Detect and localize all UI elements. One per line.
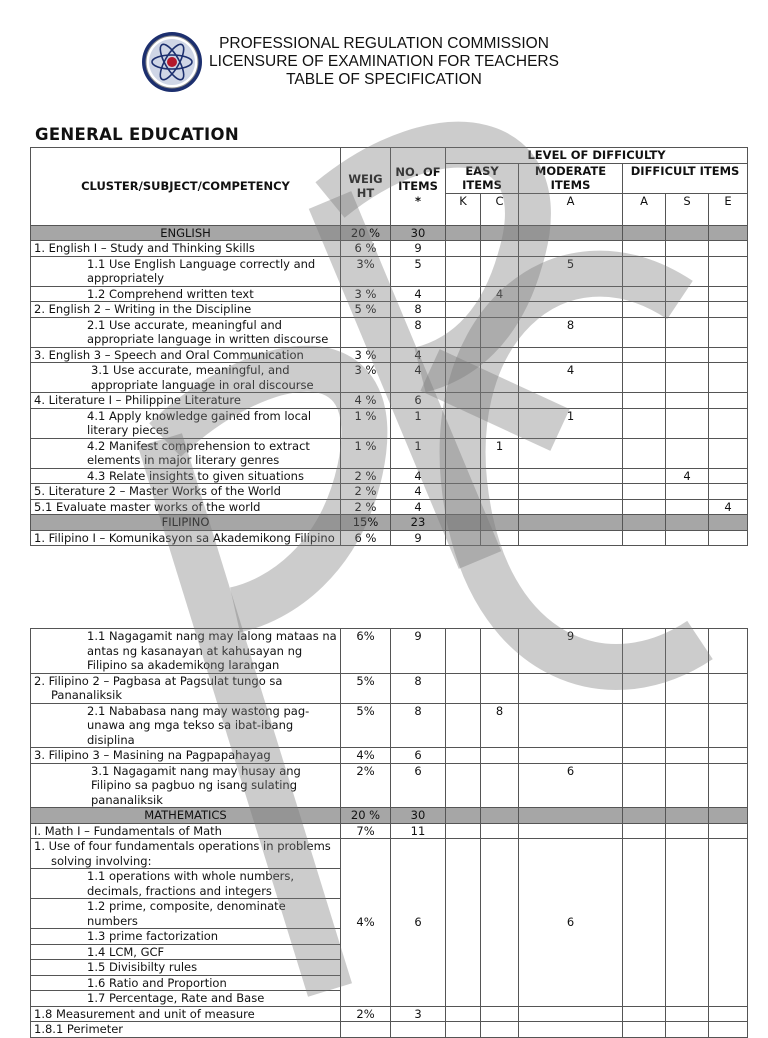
level-a2-cell	[623, 317, 666, 347]
competency-cell: 1. Filipino I – Komunikasyon sa Akademikong Filipino	[31, 530, 341, 546]
table-row	[31, 256, 748, 286]
competency-cell: 5. Literature 2 – Master Works of the World	[31, 484, 341, 500]
level-a2-cell	[623, 438, 666, 468]
level-a1-cell	[519, 347, 623, 363]
level-a1-cell	[519, 703, 623, 748]
competency-cell: 3.1 Use accurate, meaningful, and appropriate language in oral discourse	[31, 363, 341, 393]
level-c-cell	[481, 839, 519, 1007]
level-a1-cell	[519, 225, 623, 241]
items-cell: 4	[391, 499, 446, 515]
level-k-cell	[446, 393, 481, 409]
level-k-cell	[446, 484, 481, 500]
header-line-3: TABLE OF SPECIFICATION	[286, 71, 482, 88]
table-row	[31, 302, 748, 318]
table-row	[31, 317, 748, 347]
weight-cell: 1 %	[341, 438, 391, 468]
weight-cell: 1 %	[341, 408, 391, 438]
competency-cell: 2. English 2 – Writing in the Discipline	[31, 302, 341, 318]
level-k-cell	[446, 515, 481, 531]
level-c-cell	[481, 468, 519, 484]
table-row	[31, 629, 748, 674]
level-s-cell	[666, 225, 709, 241]
level-a2-cell	[623, 302, 666, 318]
competency-cell: 4. Literature I – Philippine Literature	[31, 393, 341, 409]
table-row	[31, 393, 748, 409]
competency-cell: 1.7 Percentage, Rate and Base	[31, 991, 341, 1007]
weight-cell: 6 %	[341, 241, 391, 257]
level-c-cell	[481, 530, 519, 546]
level-e-cell	[709, 363, 748, 393]
level-k-cell	[446, 673, 481, 703]
level-s-cell	[666, 438, 709, 468]
level-a2-cell	[623, 808, 666, 824]
level-s-cell	[666, 347, 709, 363]
level-e-cell	[709, 839, 748, 1007]
level-k-cell	[446, 363, 481, 393]
competency-cell: 2.1 Nababasa nang may wastong pag-unawa ang mga tekso sa ibat-ibang disiplina	[31, 703, 341, 748]
level-e-cell	[709, 256, 748, 286]
level-k-cell	[446, 317, 481, 347]
level-c-cell	[481, 408, 519, 438]
level-c-cell	[481, 256, 519, 286]
level-a2-cell	[623, 515, 666, 531]
competency-cell: 1.8 Measurement and unit of measure	[31, 1006, 341, 1022]
level-k-cell	[446, 468, 481, 484]
level-a1-cell	[519, 673, 623, 703]
level-s-cell: 4	[666, 468, 709, 484]
level-c-cell	[481, 484, 519, 500]
level-s-cell	[666, 808, 709, 824]
table-row	[31, 673, 748, 703]
weight-cell: 4%	[341, 748, 391, 764]
section-row	[31, 225, 748, 241]
level-a2-cell	[623, 1006, 666, 1022]
level-a1-cell: 8	[519, 317, 623, 347]
competency-cell: 1.6 Ratio and Proportion	[31, 975, 341, 991]
level-s-cell	[666, 629, 709, 674]
level-a2-cell	[623, 286, 666, 302]
prc-seal-logo	[141, 31, 203, 93]
items-cell: 9	[391, 241, 446, 257]
level-c-cell	[481, 347, 519, 363]
level-s-cell	[666, 317, 709, 347]
level-c-cell	[481, 225, 519, 241]
level-a2-cell	[623, 703, 666, 748]
level-k-cell	[446, 499, 481, 515]
competency-cell: 2.1 Use accurate, meaningful and appropriate language in written discourse	[31, 317, 341, 347]
level-e-cell	[709, 703, 748, 748]
level-e-cell	[709, 1006, 748, 1022]
level-e-cell	[709, 438, 748, 468]
competency-cell: 1.1 operations with whole numbers, decimals, fractions and integers	[31, 869, 341, 899]
weight-cell: 3 %	[341, 363, 391, 393]
items-cell: 9	[391, 530, 446, 546]
level-k-cell	[446, 438, 481, 468]
items-cell: 4	[391, 468, 446, 484]
competency-cell: 3. English 3 – Speech and Oral Communication	[31, 347, 341, 363]
items-cell: 4	[391, 363, 446, 393]
header-line-2: LICENSURE OF EXAMINATION FOR TEACHERS	[209, 53, 559, 70]
competency-cell: 1.4 LCM, GCF	[31, 944, 341, 960]
level-s-cell	[666, 393, 709, 409]
level-e-cell	[709, 286, 748, 302]
level-c-cell	[481, 673, 519, 703]
competency-cell: 2. Filipino 2 – Pagbasa at Pagsulat tungo sa Pananaliksik	[31, 673, 341, 703]
col-header-difficult: DIFFICULT ITEMS	[623, 163, 748, 193]
table-row	[31, 484, 748, 500]
level-e-cell	[709, 484, 748, 500]
weight-cell: 3 %	[341, 286, 391, 302]
level-a1-cell	[519, 438, 623, 468]
level-c-cell: 4	[481, 286, 519, 302]
weight-cell: 6%	[341, 629, 391, 674]
level-a1-cell: 6	[519, 839, 623, 1007]
weight-cell: 5%	[341, 703, 391, 748]
items-cell: 11	[391, 823, 446, 839]
items-cell: 30	[391, 808, 446, 824]
level-s-cell	[666, 703, 709, 748]
level-c-cell	[481, 393, 519, 409]
level-a1-cell	[519, 241, 623, 257]
level-a1-cell	[519, 530, 623, 546]
level-a2-cell	[623, 499, 666, 515]
level-c-cell	[481, 515, 519, 531]
level-a1-cell	[519, 499, 623, 515]
level-e-cell	[709, 317, 748, 347]
competency-cell: 3. Filipino 3 – Masining na Pagpapahayag	[31, 748, 341, 764]
level-s-cell	[666, 241, 709, 257]
items-cell: 1	[391, 408, 446, 438]
items-cell: 30	[391, 225, 446, 241]
level-a2-cell	[623, 629, 666, 674]
level-k-cell	[446, 256, 481, 286]
table-row	[31, 347, 748, 363]
weight-cell: 2 %	[341, 468, 391, 484]
items-cell: 8	[391, 703, 446, 748]
table-row	[31, 703, 748, 748]
level-k-cell	[446, 629, 481, 674]
weight-cell: 5 %	[341, 302, 391, 318]
weight-cell: 7%	[341, 823, 391, 839]
level-s-cell	[666, 363, 709, 393]
level-a2-cell	[623, 673, 666, 703]
section-label: FILIPINO	[31, 515, 341, 531]
level-s-cell	[666, 256, 709, 286]
level-c-cell	[481, 808, 519, 824]
tos-table-part-2	[30, 628, 748, 1038]
level-a1-cell	[519, 468, 623, 484]
level-e-cell	[709, 515, 748, 531]
level-e-cell	[709, 530, 748, 546]
header-line-1: PROFESSIONAL REGULATION COMMISSION	[219, 35, 549, 52]
section-row	[31, 808, 748, 824]
level-k-cell	[446, 839, 481, 1007]
level-e-cell	[709, 673, 748, 703]
level-a1-cell	[519, 515, 623, 531]
table-row	[31, 438, 748, 468]
weight-cell: 3%	[341, 256, 391, 286]
competency-cell: 1.1 Use English Language correctly and appropriately	[31, 256, 341, 286]
items-cell: 4	[391, 484, 446, 500]
col-header-s: S	[666, 193, 709, 225]
level-e-cell	[709, 241, 748, 257]
competency-cell: 4.3 Relate insights to given situations	[31, 468, 341, 484]
level-c-cell	[481, 763, 519, 808]
level-s-cell	[666, 823, 709, 839]
level-s-cell	[666, 839, 709, 1007]
weight-cell: 6 %	[341, 530, 391, 546]
col-header-easy: EASY ITEMS	[446, 163, 519, 193]
items-cell: 6	[391, 763, 446, 808]
level-k-cell	[446, 823, 481, 839]
level-e-cell	[709, 763, 748, 808]
level-e-cell	[709, 748, 748, 764]
col-header-cluster: CLUSTER/SUBJECT/COMPETENCY	[31, 148, 341, 226]
level-e-cell	[709, 823, 748, 839]
competency-cell: 1. Use of four fundamentals operations in problems solving involving:	[31, 839, 341, 869]
level-a1-cell	[519, 393, 623, 409]
level-a2-cell	[623, 748, 666, 764]
section-label: MATHEMATICS	[31, 808, 341, 824]
items-cell: 8	[391, 317, 446, 347]
col-header-items: NO. OF ITEMS *	[391, 148, 446, 226]
col-header-weight: WEIG HT	[341, 148, 391, 226]
table-row	[31, 823, 748, 839]
competency-cell: 1.3 prime factorization	[31, 929, 341, 945]
level-a1-cell	[519, 302, 623, 318]
level-c-cell: 1	[481, 438, 519, 468]
level-c-cell	[481, 241, 519, 257]
level-a1-cell	[519, 808, 623, 824]
level-s-cell	[666, 499, 709, 515]
level-k-cell	[446, 302, 481, 318]
level-e-cell: 4	[709, 499, 748, 515]
level-c-cell	[481, 823, 519, 839]
section-label: ENGLISH	[31, 225, 341, 241]
level-c-cell	[481, 748, 519, 764]
weight-cell: 5%	[341, 673, 391, 703]
level-k-cell	[446, 241, 481, 257]
weight-cell: 20 %	[341, 225, 391, 241]
level-s-cell	[666, 763, 709, 808]
table-row	[31, 468, 748, 484]
level-s-cell	[666, 484, 709, 500]
weight-cell: 15%	[341, 515, 391, 531]
level-a2-cell	[623, 763, 666, 808]
table-row	[31, 499, 748, 515]
table-row	[31, 241, 748, 257]
level-e-cell	[709, 408, 748, 438]
level-s-cell	[666, 302, 709, 318]
level-e-cell	[709, 393, 748, 409]
level-s-cell	[666, 286, 709, 302]
section-row	[31, 515, 748, 531]
col-header-a-moderate: A	[519, 193, 623, 225]
competency-cell: 4.1 Apply knowledge gained from local literary pieces	[31, 408, 341, 438]
level-e-cell	[709, 347, 748, 363]
level-a2-cell	[623, 839, 666, 1007]
level-e-cell	[709, 468, 748, 484]
level-c-cell	[481, 1006, 519, 1022]
level-c-cell	[481, 499, 519, 515]
weight-cell: 2 %	[341, 484, 391, 500]
items-cell: 4	[391, 347, 446, 363]
items-cell: 23	[391, 515, 446, 531]
items-cell: 3	[391, 1006, 446, 1022]
col-header-e: E	[709, 193, 748, 225]
table-row	[31, 1006, 748, 1022]
tos-table-part-1	[30, 147, 748, 546]
level-a2-cell	[623, 241, 666, 257]
level-s-cell	[666, 530, 709, 546]
col-header-k: K	[446, 193, 481, 225]
competency-cell: 1.1 Nagagamit nang may lalong mataas na antas ng kasanayan at kahusayan ng Filipino sa akademikong larangan	[31, 629, 341, 674]
level-a1-cell: 4	[519, 363, 623, 393]
level-k-cell	[446, 763, 481, 808]
level-a1-cell	[519, 484, 623, 500]
level-c-cell	[481, 317, 519, 347]
level-a1-cell	[519, 1006, 623, 1022]
competency-cell: 5.1 Evaluate master works of the world	[31, 499, 341, 515]
weight-cell: 2%	[341, 763, 391, 808]
items-cell: 8	[391, 673, 446, 703]
items-cell: 5	[391, 256, 446, 286]
table-row	[31, 748, 748, 764]
col-header-a-difficult: A	[623, 193, 666, 225]
level-k-cell	[446, 1006, 481, 1022]
items-cell: 4	[391, 286, 446, 302]
level-a2-cell	[623, 393, 666, 409]
level-k-cell	[446, 748, 481, 764]
col-header-c: C	[481, 193, 519, 225]
competency-cell: 1.8.1 Perimeter	[31, 1022, 341, 1038]
table-row	[31, 763, 748, 808]
level-k-cell	[446, 808, 481, 824]
weight-cell: 2%	[341, 1006, 391, 1022]
level-s-cell	[666, 748, 709, 764]
table-row	[31, 286, 748, 302]
competency-cell: 3.1 Nagagamit nang may husay ang Filipino sa pagbuo ng isang sulating pananaliksik	[31, 763, 341, 808]
level-k-cell	[446, 225, 481, 241]
level-e-cell	[709, 225, 748, 241]
items-cell: 6	[391, 393, 446, 409]
level-a1-cell	[519, 286, 623, 302]
level-a1-cell	[519, 823, 623, 839]
col-header-difficulty: LEVEL OF DIFFICULTY	[446, 148, 748, 164]
level-a2-cell	[623, 408, 666, 438]
table-row	[31, 408, 748, 438]
table-row	[31, 363, 748, 393]
competency-cell: 1. English I – Study and Thinking Skills	[31, 241, 341, 257]
table-row	[31, 839, 748, 869]
level-a2-cell	[623, 484, 666, 500]
level-k-cell	[446, 347, 481, 363]
level-e-cell	[709, 629, 748, 674]
competency-cell: I. Math I – Fundamentals of Math	[31, 823, 341, 839]
level-a1-cell: 6	[519, 763, 623, 808]
level-a1-cell: 1	[519, 408, 623, 438]
level-s-cell	[666, 408, 709, 438]
level-a2-cell	[623, 256, 666, 286]
level-s-cell	[666, 515, 709, 531]
table-row	[31, 530, 748, 546]
competency-cell: 1.2 prime, composite, denominate numbers	[31, 899, 341, 929]
level-c-cell: 8	[481, 703, 519, 748]
level-k-cell	[446, 408, 481, 438]
level-k-cell	[446, 530, 481, 546]
level-c-cell	[481, 363, 519, 393]
items-cell: 1	[391, 438, 446, 468]
level-c-cell	[481, 302, 519, 318]
level-a1-cell: 9	[519, 629, 623, 674]
weight-cell: 20 %	[341, 808, 391, 824]
weight-cell: 4%	[341, 839, 391, 1007]
items-cell: 8	[391, 302, 446, 318]
level-e-cell	[709, 808, 748, 824]
weight-cell: 3 %	[341, 347, 391, 363]
level-k-cell	[446, 703, 481, 748]
level-e-cell	[709, 302, 748, 318]
level-a2-cell	[623, 347, 666, 363]
section-title: GENERAL EDUCATION	[35, 125, 239, 144]
level-a2-cell	[623, 468, 666, 484]
items-cell: 6	[391, 839, 446, 1007]
competency-cell: 4.2 Manifest comprehension to extract elements in major literary genres	[31, 438, 341, 468]
level-c-cell	[481, 629, 519, 674]
weight-cell	[341, 317, 391, 347]
level-a2-cell	[623, 225, 666, 241]
level-a2-cell	[623, 530, 666, 546]
level-a1-cell: 5	[519, 256, 623, 286]
level-a1-cell	[519, 748, 623, 764]
level-s-cell	[666, 673, 709, 703]
level-a2-cell	[623, 823, 666, 839]
level-k-cell	[446, 286, 481, 302]
items-cell: 6	[391, 748, 446, 764]
level-s-cell	[666, 1006, 709, 1022]
weight-cell: 4 %	[341, 393, 391, 409]
weight-cell: 2 %	[341, 499, 391, 515]
competency-cell: 1.2 Comprehend written text	[31, 286, 341, 302]
items-cell: 9	[391, 629, 446, 674]
level-a2-cell	[623, 363, 666, 393]
competency-cell: 1.5 Divisibilty rules	[31, 960, 341, 976]
col-header-moderate: MODERATE ITEMS	[519, 163, 623, 193]
